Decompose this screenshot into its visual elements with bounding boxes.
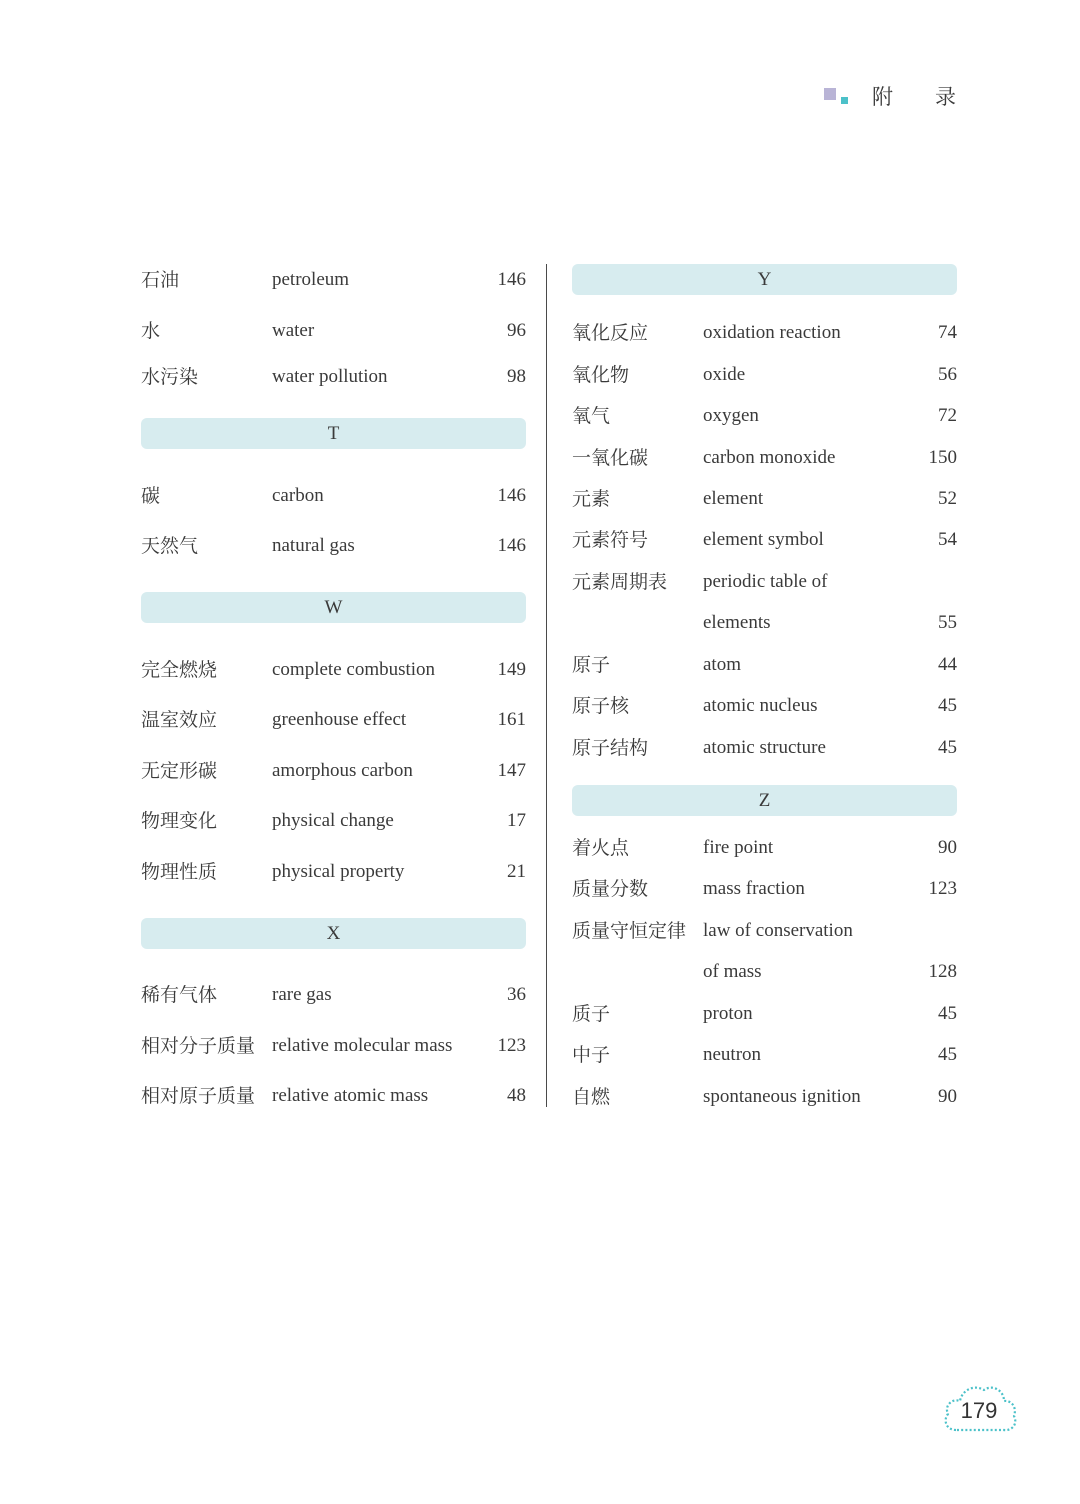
- entry-chinese: 自燃: [572, 1086, 611, 1108]
- index-entry: [572, 999, 957, 1029]
- page-number: 179: [960, 1398, 998, 1423]
- entry-english: elements: [703, 612, 771, 633]
- entry-chinese: 元素: [572, 488, 611, 510]
- entry-chinese: 物理变化: [141, 810, 218, 832]
- index-entry: [572, 874, 957, 904]
- entry-chinese: 质子: [572, 1003, 611, 1025]
- entry-page: 150: [928, 447, 957, 468]
- entry-page: 128: [928, 961, 957, 982]
- entry-page: 45: [938, 737, 957, 758]
- entry-english: oxygen: [703, 405, 759, 426]
- entry-chinese: 氧化物: [572, 364, 630, 386]
- header-small-square-icon: [841, 97, 848, 104]
- index-entry: [572, 916, 957, 946]
- entry-chinese: 相对原子质量: [141, 1085, 256, 1107]
- entry-page: 96: [507, 320, 526, 341]
- entry-english: rare gas: [272, 984, 332, 1005]
- entry-english: carbon: [272, 485, 324, 506]
- entry-english: element: [703, 488, 764, 509]
- index-entry: [572, 401, 957, 431]
- entry-chinese: 碳: [141, 485, 161, 507]
- entry-chinese: 元素周期表: [572, 571, 668, 593]
- index-entry: [572, 525, 957, 555]
- entry-page: 90: [938, 837, 957, 858]
- index-entry: [572, 567, 957, 597]
- entry-chinese: 元素符号: [572, 529, 649, 551]
- index-entry: [141, 362, 526, 392]
- entry-chinese: 水污染: [141, 366, 199, 388]
- entry-english: atom: [703, 654, 741, 675]
- index-entry: [572, 360, 957, 390]
- entry-english: carbon monoxide: [703, 447, 836, 468]
- entry-chinese: 无定形碳: [141, 760, 218, 782]
- index-entry: [141, 980, 526, 1010]
- entry-english: neutron: [703, 1044, 762, 1065]
- index-entry: [141, 481, 526, 511]
- entry-chinese: 原子核: [572, 695, 630, 717]
- entry-english: greenhouse effect: [272, 709, 407, 730]
- letter-heading-w: W: [141, 592, 526, 623]
- entry-page: 54: [938, 529, 957, 550]
- index-entry: [572, 1082, 957, 1112]
- index-entry: [572, 1040, 957, 1070]
- entry-chinese: 相对分子质量: [141, 1035, 256, 1057]
- entry-chinese: 稀有气体: [141, 984, 218, 1006]
- entry-english: fire point: [703, 837, 774, 858]
- entry-english: physical change: [272, 810, 394, 831]
- entry-chinese: 天然气: [141, 535, 199, 557]
- entry-chinese: 着火点: [572, 837, 630, 859]
- entry-page: 21: [507, 861, 526, 882]
- entry-english: atomic nucleus: [703, 695, 818, 716]
- column-divider: [546, 264, 547, 1107]
- entry-english: spontaneous ignition: [703, 1086, 861, 1107]
- entry-chinese: 物理性质: [141, 861, 218, 883]
- entry-english: proton: [703, 1003, 753, 1024]
- index-entry: [141, 806, 526, 836]
- entry-chinese: 氧气: [572, 405, 611, 427]
- letter-heading-y: Y: [572, 264, 957, 295]
- entry-page: 55: [938, 612, 957, 633]
- entry-chinese: 原子: [572, 654, 611, 676]
- page-header: [824, 82, 964, 112]
- entry-page: 48: [507, 1085, 526, 1106]
- index-entry: [572, 833, 957, 863]
- index-entry: [141, 756, 526, 786]
- entry-english: mass fraction: [703, 878, 805, 899]
- entry-page: 74: [938, 322, 957, 343]
- entry-page: 45: [938, 695, 957, 716]
- index-entry: [141, 705, 526, 735]
- index-entry: [141, 531, 526, 561]
- index-entry: [141, 857, 526, 887]
- entry-english: relative molecular mass: [272, 1035, 453, 1056]
- entry-english: physical property: [272, 861, 405, 882]
- entry-page: 45: [938, 1003, 957, 1024]
- letter-heading-x: X: [141, 918, 526, 949]
- entry-page: 123: [497, 1035, 526, 1056]
- entry-english: periodic table of: [703, 571, 828, 592]
- index-entry: [572, 650, 957, 680]
- letter-heading-z: Z: [572, 785, 957, 816]
- entry-page: 17: [507, 810, 526, 831]
- header-title-char-2: 录: [935, 85, 956, 109]
- entry-chinese: 石油: [141, 269, 180, 291]
- index-entry-continuation: [572, 957, 957, 987]
- index-entry: [141, 655, 526, 685]
- entry-english: relative atomic mass: [272, 1085, 429, 1106]
- entry-chinese: 原子结构: [572, 737, 649, 759]
- entry-english: law of conservation: [703, 920, 853, 941]
- entry-chinese: 氧化反应: [572, 322, 649, 344]
- index-entry: [141, 316, 526, 346]
- entry-english: water pollution: [272, 366, 388, 387]
- index-entry: [572, 733, 957, 763]
- entry-page: 149: [497, 659, 526, 680]
- entry-english: water: [272, 320, 315, 341]
- entry-english: amorphous carbon: [272, 760, 413, 781]
- entry-page: 44: [938, 654, 957, 675]
- entry-page: 98: [507, 366, 526, 387]
- index-entry: [141, 1081, 526, 1111]
- index-entry: [572, 443, 957, 473]
- entry-chinese: 质量分数: [572, 878, 649, 900]
- entry-chinese: 完全燃烧: [141, 659, 218, 681]
- entry-page: 146: [497, 535, 526, 556]
- index-entry-continuation: [572, 608, 957, 638]
- entry-page: 56: [938, 364, 957, 385]
- entry-page: 36: [507, 984, 526, 1005]
- entry-english: natural gas: [272, 535, 355, 556]
- page-number-badge: [940, 1378, 1018, 1436]
- index-entry: [141, 1031, 526, 1061]
- entry-page: 90: [938, 1086, 957, 1107]
- entry-chinese: 一氧化碳: [572, 447, 649, 469]
- entry-english: petroleum: [272, 269, 350, 290]
- entry-page: 72: [938, 405, 957, 426]
- entry-chinese: 中子: [572, 1044, 611, 1066]
- entry-english: of mass: [703, 961, 762, 982]
- entry-page: 123: [928, 878, 957, 899]
- entry-english: oxidation reaction: [703, 322, 841, 343]
- index-entry: [572, 691, 957, 721]
- entry-page: 45: [938, 1044, 957, 1065]
- entry-page: 146: [497, 269, 526, 290]
- entry-page: 52: [938, 488, 957, 509]
- entry-page: 147: [497, 760, 526, 781]
- index-entry: [572, 484, 957, 514]
- letter-heading-t: T: [141, 418, 526, 449]
- entry-chinese: 质量守恒定律: [572, 920, 687, 942]
- header-square-icon: [824, 88, 836, 100]
- entry-chinese: 温室效应: [141, 709, 218, 731]
- index-entry: [572, 318, 957, 348]
- entry-english: element symbol: [703, 529, 824, 550]
- entry-english: oxide: [703, 364, 746, 385]
- entry-page: 161: [497, 709, 526, 730]
- entry-page: 146: [497, 485, 526, 506]
- entry-chinese: 水: [141, 320, 161, 342]
- entry-english: atomic structure: [703, 737, 826, 758]
- index-entry: [141, 265, 526, 295]
- entry-english: complete combustion: [272, 659, 436, 680]
- header-title-char-1: 附: [872, 85, 893, 109]
